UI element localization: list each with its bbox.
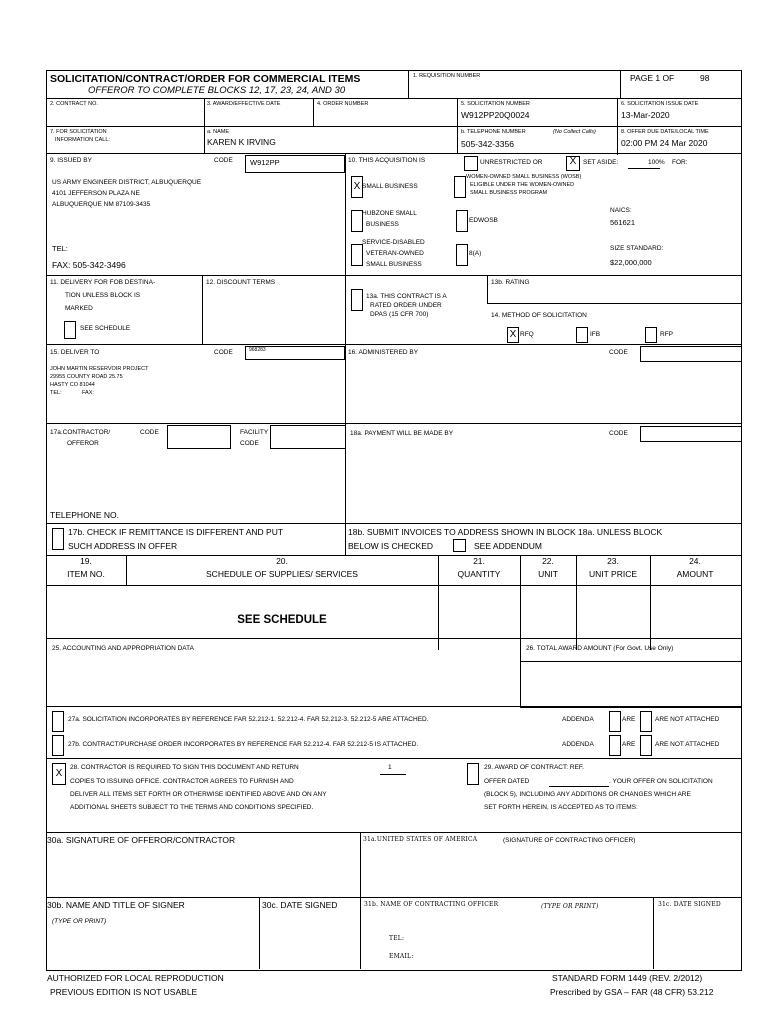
sdvosb-checkbox[interactable] [351,244,363,266]
size-standard-value: $22,000,000 [610,258,652,267]
wosb-label-3: SMALL BUSINESS PROGRAM [470,190,548,196]
wosb-label-1: WOMEN-OWNED SMALL BUSINESS (WOSB) [466,174,582,180]
deliver-fax: FAX: [82,390,94,396]
b18b-see-addendum: SEE ADDENDUM [474,541,543,551]
b18a-label: 18a. PAYMENT WILL BE MADE BY [350,430,454,437]
b17a-facility-2: CODE [240,440,259,447]
b27a-addenda: ADDENDA [562,716,594,723]
hubzone-label-1: HUBZONE SMALL [362,210,417,217]
col22-number: 22. [542,556,554,566]
b9-label: 9. ISSUED BY [50,157,92,164]
b1-label: 1. REQUISITION NUMBER [413,73,481,79]
b30c-label: 30c. DATE SIGNED [262,900,338,910]
col21-number: 21. [473,556,485,566]
b27b-addenda: ADDENDA [562,741,594,748]
set-aside-for: FOR: [672,159,688,166]
see-schedule-text: SEE SCHEDULE [237,614,327,626]
set-aside-checkbox[interactable]: X [566,156,580,171]
naics-value: 561621 [610,218,636,227]
see-schedule-checkbox[interactable] [64,321,76,339]
b30b-note: (TYPE OR PRINT) [52,918,107,925]
b18b-label-1: 18b. SUBMIT INVOICES TO ADDRESS SHOWN IN BLOCK 18a. UNLESS BLOCK [348,527,663,537]
deliver-addr2: 29955 COUNTY ROAD 25.75 [50,374,123,380]
unrestricted-label: UNRESTRICTED OR [480,159,543,166]
ifb-label: IFB [590,331,601,338]
b27b-are: ARE [622,741,636,748]
b28-line3: DELIVER ALL ITEMS SET FORTH OR OTHERWISE IDENTIFIED ABOVE AND ON ANY [70,791,327,798]
footer-right-2: Prescribed by GSA – FAR (48 CFR) 53.212 [550,987,714,997]
b11-label-2: TION UNLESS BLOCK IS [65,292,141,299]
b29-line4: SET FORTH HEREIN, IS ACCEPTED AS TO ITEMS: [484,804,638,811]
b29-line2b: . YOUR OFFER ON SOLICITATION [609,778,713,785]
footer-left-2: PREVIOUS EDITION IS NOT USABLE [50,987,198,997]
wosb-label-2: ELIGIBLE UNDER THE WOMEN-OWNED [470,182,575,188]
b29-line3: (BLOCK 5), INCLUDING ANY ADDITIONS OR CHANGES WHICH ARE [484,791,691,798]
form-subtitle: OFFEROR TO COMPLETE BLOCKS 12, 17, 23, 24, AND 30 [88,85,346,96]
b17b-label-1: 17b. CHECK IF REMITTANCE IS DIFFERENT AND PUT [68,527,284,537]
page-total: 98 [700,73,710,83]
col23-number: 23. [607,556,619,566]
b5-label: 5. SOLICITATION NUMBER [461,101,530,107]
issued-by-fax: FAX: 505-342-3496 [52,260,126,270]
b27b-are-not: ARE NOT ATTACHED [655,741,720,748]
27b-checkbox[interactable] [52,735,64,756]
b11-see-schedule: SEE SCHEDULE [80,325,131,332]
col19-number: 19. [80,556,92,566]
b17a-label-2: OFFEROR [67,440,99,447]
col21-label: QUANTITY [457,569,501,579]
b31b-label: 31b. NAME OF CONTRACTING OFFICER [364,901,499,908]
b28-line4: ADDITIONAL SHEETS SUBJECT TO THE TERMS AND CONDITIONS SPECIFIED. [70,804,314,811]
deliver-to-code: 968283 [249,347,266,353]
27b-are-checkbox[interactable] [609,735,621,756]
small-business-checkbox[interactable]: X [351,176,363,198]
col22-label: UNIT [538,569,558,579]
form-title: SOLICITATION/CONTRACT/ORDER FOR COMMERCIAL ITEMS [50,73,361,85]
issued-by-tel: TEL: [52,244,68,253]
28-checkbox[interactable]: X [52,763,66,785]
b18a-code-label: CODE [609,430,628,437]
footer-left-1: AUTHORIZED FOR LOCAL REPRODUCTION [47,973,224,983]
sdvosb-label-3: SMALL BUSINESS [366,261,422,268]
b16-label: 16. ADMINISTERED BY [348,349,419,356]
b7a-label: a. NAME [207,129,230,135]
27a-are-checkbox[interactable] [609,711,621,732]
b27a-text: 27a. SOLICITATION INCORPORATES BY REFERENCE FAR 52.212-1. 52.212-4. FAR 52.212-3. 52.212-5 ARE ATTACHED. [68,716,429,723]
issued-by-addr1: US ARMY ENGINEER DISTRICT, ALBUQUERQUE [52,179,202,186]
edwosb-checkbox[interactable] [456,210,468,232]
solicitation-number: W912PP20Q0024 [461,110,530,120]
contact-name: KAREN K IRVING [207,137,276,147]
b3-label: 3. AWARD/EFFECTIVE DATE [207,101,281,107]
ifb-checkbox[interactable] [576,327,588,343]
issued-by-addr2: 4101 JEFFERSON PLAZA NE [52,190,140,197]
b25-label: 25. ACCOUNTING AND APPROPRIATION DATA [52,645,194,652]
set-aside-percent: 100% [648,159,665,166]
contact-phone: 505-342-3356 [461,139,514,149]
page-label: PAGE 1 OF [630,73,675,83]
unrestricted-checkbox[interactable] [464,156,478,171]
b13b-label: 13b. RATING [491,279,530,286]
b29-line2a: OFFER DATED [484,778,530,785]
b17a-code-label: CODE [140,429,159,436]
wosb-checkbox[interactable] [454,176,466,198]
deliver-tel: TEL: [50,390,62,396]
b27a-are: ARE [622,716,636,723]
set-aside-label: SET ASIDE: [583,159,619,166]
hubzone-label-2: BUSINESS [366,221,399,228]
b28-copies: 1 [388,764,392,771]
b15-label: 15. DELIVER TO [50,349,100,356]
b8-label: 8. OFFER DUE DATE/LOCAL TIME [621,129,709,135]
col24-number: 24. [689,556,701,566]
b17b-label-2: SUCH ADDRESS IN OFFER [68,541,178,551]
issued-by-code: W912PP [250,158,280,167]
b26-label: 26. TOTAL AWARD AMOUNT (For Govt. Use Only) [526,645,674,652]
b30a-label: 30a. SIGNATURE OF OFFEROR/CONTRACTOR [47,835,236,845]
b7-label-2: INFORMATION CALL: [55,137,110,143]
b7b-label: b. TELEPHONE NUMBER [461,129,526,135]
b28-line1: 28. CONTRACTOR IS REQUIRED TO SIGN THIS DOCUMENT AND RETURN [70,764,299,771]
col20-label: SCHEDULE OF SUPPLIES/ SERVICES [206,569,358,579]
b31c-label: 31c. DATE SIGNED [658,901,721,908]
b18b-label-2: BELOW IS CHECKED [348,541,434,551]
dpas-checkbox[interactable] [351,289,363,311]
remittance-checkbox[interactable] [52,528,64,550]
rfq-checkbox[interactable]: X [507,327,519,343]
27a-are-not-checkbox[interactable] [640,711,652,732]
solicitation-issue-date: 13-Mar-2020 [621,110,670,120]
b16-code-label: CODE [609,349,628,356]
naics-label: NAICS: [610,207,632,214]
b2-label: 2. CONTRACT NO. [50,101,98,107]
27b-are-not-checkbox[interactable] [640,735,652,756]
b29-line1: 29. AWARD OF CONTRACT: REF. [484,764,584,771]
issued-by-addr3: ALBUQUERQUE NM 87109-3435 [52,201,151,208]
b31b-tel: TEL: [389,935,405,942]
rfq-label: RFQ [520,331,534,338]
col19-label: ITEM NO. [67,569,105,579]
b13a-label-1: 13a. THIS CONTRACT IS A [366,293,447,300]
b17a-facility-1: FACILITY [240,429,269,436]
b11-label-3: MARKED [65,305,93,312]
8a-label: 8(A) [469,250,482,257]
b13a-label-3: DPAS (15 CFR 700) [370,311,429,318]
b9-code-label: CODE [214,157,233,164]
rfp-label: RFP [660,331,673,338]
rfp-checkbox[interactable] [645,327,657,343]
small-business-label: SMALL BUSINESS [362,183,418,190]
col20-number: 20. [276,556,288,566]
b15-code-label: CODE [214,349,233,356]
deliver-addr3: HASTY CO 81044 [50,382,95,388]
8a-checkbox[interactable] [456,244,468,266]
b7b-note: (No Collect Calls) [553,129,596,135]
b31a-label: 31a.UNITED STATES OF AMERICA [363,836,478,843]
see-addendum-checkbox[interactable] [453,539,466,552]
b17a-label-1: 17a.CONTRACTOR/ [50,429,111,436]
b7-label-1: 7. FOR SOLICITATION [50,129,107,135]
b27b-text: 27b. CONTRACT/PURCHASE ORDER INCORPORATES BY REFERENCE FAR 52.212-4. FAR 52.212-5 IS ATTACHED. [68,741,419,748]
offer-due-date: 02:00 PM 24 Mar 2020 [621,138,708,148]
b14-label: 14. METHOD OF SOLICITATION [491,312,587,319]
b13a-label-2: RATED ORDER UNDER [370,302,442,309]
col23-label: UNIT PRICE [588,569,638,579]
b28-line2: COPIES TO ISSUING OFFICE. CONTRACTOR AGREES TO FURNISH AND [70,778,294,785]
b31b-email: EMAIL: [389,953,414,960]
b27a-are-not: ARE NOT ATTACHED [655,716,720,723]
sdvosb-label-1: SERVICE-DISABLED [362,239,425,246]
29-checkbox[interactable] [467,763,479,785]
deliver-addr1: JOHN MARTIN RESERVOIR PROJECT [50,366,149,372]
sdvosb-label-2: VETERAN-OWNED [366,250,424,257]
b12-label: 12. DISCOUNT TERMS [206,279,276,286]
size-standard-label: SIZE STANDARD: [610,245,664,252]
b30b-label: 30b. NAME AND TITLE OF SIGNER [47,900,185,910]
b31a-signature-label: (SIGNATURE OF CONTRACTING OFFICER) [503,837,636,844]
b11-label-1: 11. DELIVERY FOR FOB DESTINA- [50,279,156,286]
edwosb-label: EDWOSB [469,217,498,224]
27a-checkbox[interactable] [52,711,64,732]
footer-right-1: STANDARD FORM 1449 (REV. 2/2012) [552,973,703,983]
b6-label: 6. SOLICITATION ISSUE DATE [621,101,699,107]
b10-label: 10. THIS ACQUISITION IS [348,157,426,164]
col24-label: AMOUNT [676,569,714,579]
b4-label: 4. ORDER NUMBER [317,101,369,107]
telephone-no: TELEPHONE NO. [50,510,119,520]
b31b-note: (TYPE OR PRINT) [541,903,599,910]
